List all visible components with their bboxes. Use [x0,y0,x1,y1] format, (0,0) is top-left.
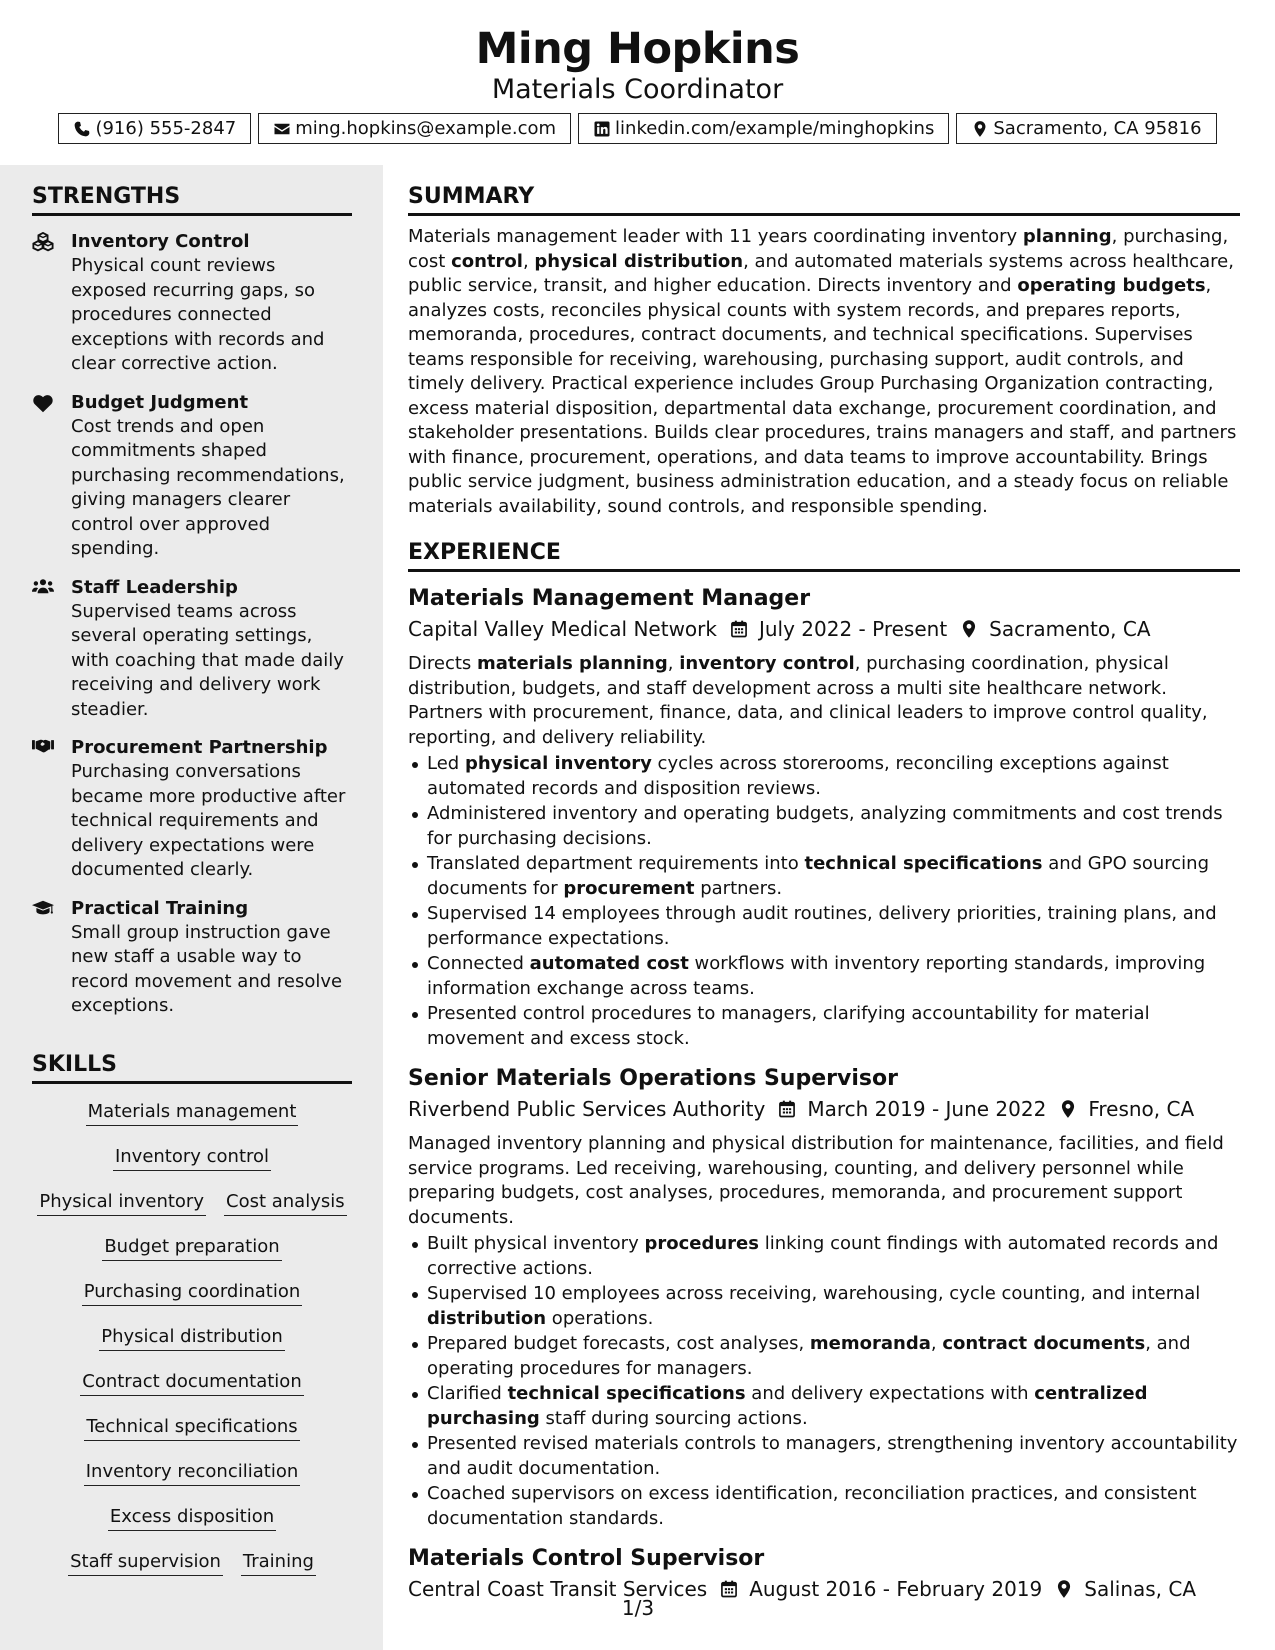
job-description: Managed inventory planning and physical distribution for maintenance, facilities, and field service programs. Led receiving, warehousing, counting, and delivery personnel while preparing budgets, cost analyses, procedures, memoranda, and procurement support documents. [408,1133,1224,1228]
map-marker-icon [1046,1099,1088,1119]
strength-item [32,897,352,1019]
contact-item[interactable] [956,113,1216,144]
envelope-icon [273,120,295,138]
skill-tag: Contract documentation [80,1370,303,1396]
contact-text: linkedin.com/example/minghopkins [615,118,935,139]
candidate-name: Ming Hopkins [475,24,800,74]
job-bullet-list [408,1232,1240,1531]
users-icon [32,578,54,598]
contact-text: Sacramento, CA 95816 [993,118,1202,139]
strength-name: Staff Leadership [71,576,238,598]
skill-tag: Cost analysis [224,1190,347,1216]
calendar-icon [707,1579,749,1599]
experience-heading: EXPERIENCE [408,521,1240,572]
job-bullet-list [408,752,1240,1051]
job-entry [408,1532,1240,1604]
job-description: Directs materials planning, inventory control, purchasing coordination, physical distribution, budgets, and staff development across a multi site healthcare network. Partners with procurement, finance, data, and clinical leaders to improve control quality, reporting, and delivery reliability. [408,653,1208,748]
job-bullet: Clarified technical specifications and delivery expectations with centralized purchasing staff during sourcing actions. [408,1382,1240,1431]
strength-name: Budget Judgment [71,391,249,413]
job-entry [408,1052,1240,1531]
job-bullet: Built physical inventory procedures linking count findings with automated records and corrective actions. [408,1232,1240,1281]
handshake-icon [32,738,54,758]
map-marker-icon [971,120,993,138]
job-company: Capital Valley Medical Network [408,617,717,641]
job-location: Sacramento, CA [989,617,1151,641]
job-meta [408,1574,1240,1604]
job-title: Materials Management Manager [408,586,811,611]
strength-description: Purchasing conversations became more productive after technical requirements and delivery expectations were documented clearly. [71,761,346,880]
skill-tag: Physical inventory [37,1190,206,1216]
job-location: Fresno, CA [1088,1097,1195,1121]
skill-tag: Purchasing coordination [82,1280,303,1306]
resume-header [0,0,1275,165]
skill-tag: Excess disposition [108,1505,276,1531]
skill-tag: Staff supervision [68,1550,223,1576]
sidebar [0,165,383,1650]
skills-list [32,1084,352,1595]
job-bullet: Administered inventory and operating budgets, analyzing commitments and cost trends for purchasing decisions. [408,802,1240,851]
strength-description: Supervised teams across several operating settings, with coaching that made daily receiving and delivery work steadier. [71,600,344,720]
skill-tag: Inventory control [113,1145,271,1171]
job-dates: March 2019 - June 2022 [807,1097,1047,1121]
heart-icon [32,393,54,413]
strength-name: Procurement Partnership [71,737,328,758]
map-marker-icon [947,619,989,639]
job-bullet: Supervised 14 employees through audit routines, delivery priorities, training plans, and performance expectations. [408,902,1240,951]
calendar-icon [765,1099,807,1119]
summary-heading: SUMMARY [408,165,1240,216]
job-dates: August 2016 - February 2019 [749,1577,1043,1601]
strength-item [32,576,352,723]
job-company: Riverbend Public Services Authority [408,1097,766,1121]
skill-tag: Inventory reconciliation [84,1460,301,1486]
linkedin-icon [593,120,615,138]
contact-item[interactable] [578,113,949,144]
skill-tag: Training [241,1550,316,1576]
job-title: Senior Materials Operations Supervisor [408,1066,898,1091]
job-bullet: Connected automated cost workflows with inventory reporting standards, improving information exchange across teams. [408,952,1240,1001]
job-entry [408,572,1240,1051]
summary-text: Materials management leader with 11 years coordinating inventory planning, purchasing, cost control, physical distribution, and automated materials systems across healthcare, public service, transit, and higher education. Directs inventory and operating budgets, analyzes costs, reconciles physical counts with system records, and prepares reports, memoranda, procedures, contract documents, and technical specifications. Supervises teams responsible for receiving, warehousing, purchasing support, audit controls, and timely delivery. Practical experience includes Group Purchasing Organization contracting, excess material disposition, departmental data exchange, procurement coordination, and stakeholder presentations. Builds clear procedures, trains managers and staff, and partners with finance, procurement, operations, and data teams to improve accountability. Brings public service judgment, business administration education, and a steady focus on reliable materials availability, sound controls, and responsible spending. [408,226,1237,517]
strength-name: Practical Training [71,897,249,919]
job-bullet: Presented revised materials controls to managers, strengthening inventory accountability and audit documentation. [408,1432,1240,1481]
strength-name: Inventory Control [71,231,250,252]
page-number: 1/3 [621,1596,655,1620]
job-title: Materials Control Supervisor [408,1546,765,1571]
strength-item [32,230,352,377]
job-bullet: Supervised 10 employees across receiving, warehousing, cycle counting, and internal distribution operations. [408,1282,1240,1331]
job-location: Salinas, CA [1084,1577,1197,1601]
skill-tag: Technical specifications [84,1415,299,1441]
contact-text: ming.hopkins@example.com [295,118,557,139]
job-bullet: Translated department requirements into technical specifications and GPO sourcing documents for procurement partners. [408,852,1240,901]
calendar-icon [717,619,759,639]
contact-bar [0,113,1275,144]
candidate-title: Materials Coordinator [491,74,784,105]
job-bullet: Coached supervisors on excess identification, reconciliation practices, and consistent documentation standards. [408,1482,1240,1531]
job-meta [408,614,1240,644]
skills-heading: SKILLS [32,1033,352,1084]
job-company: Central Coast Transit Services [408,1577,708,1601]
strength-description: Physical count reviews exposed recurring gaps, so procedures connected exceptions with records and clear corrective action. [71,255,325,374]
strength-item [32,736,352,883]
strength-description: Cost trends and open commitments shaped purchasing recommendations, giving managers clearer control over approved spending. [71,415,345,559]
phone-icon [73,120,95,138]
strengths-list [0,230,383,1019]
cubes-icon [32,232,54,252]
job-dates: July 2022 - Present [758,617,948,641]
contact-item[interactable] [58,113,251,144]
experience-list [408,572,1240,1604]
contact-text: (916) 555-2847 [95,118,237,139]
skill-tag: Materials management [86,1100,299,1126]
strength-description: Small group instruction gave new staff a usable way to record movement and resolve exceptions. [71,921,343,1016]
job-bullet: Prepared budget forecasts, cost analyses, memoranda, contract documents, and operating procedures for managers. [408,1332,1240,1381]
contact-item[interactable] [258,113,571,144]
strength-item [32,391,352,562]
job-bullet: Led physical inventory cycles across storerooms, reconciling exceptions against automated records and disposition reviews. [408,752,1240,801]
job-bullet: Presented control procedures to managers, clarifying accountability for material movement and excess stock. [408,1002,1240,1051]
strengths-heading: STRENGTHS [32,165,352,216]
main-column [408,165,1240,1604]
job-meta [408,1094,1240,1124]
graduation-cap-icon [32,899,54,919]
skill-tag: Budget preparation [102,1235,281,1261]
skill-tag: Physical distribution [99,1325,285,1351]
map-marker-icon [1042,1579,1084,1599]
